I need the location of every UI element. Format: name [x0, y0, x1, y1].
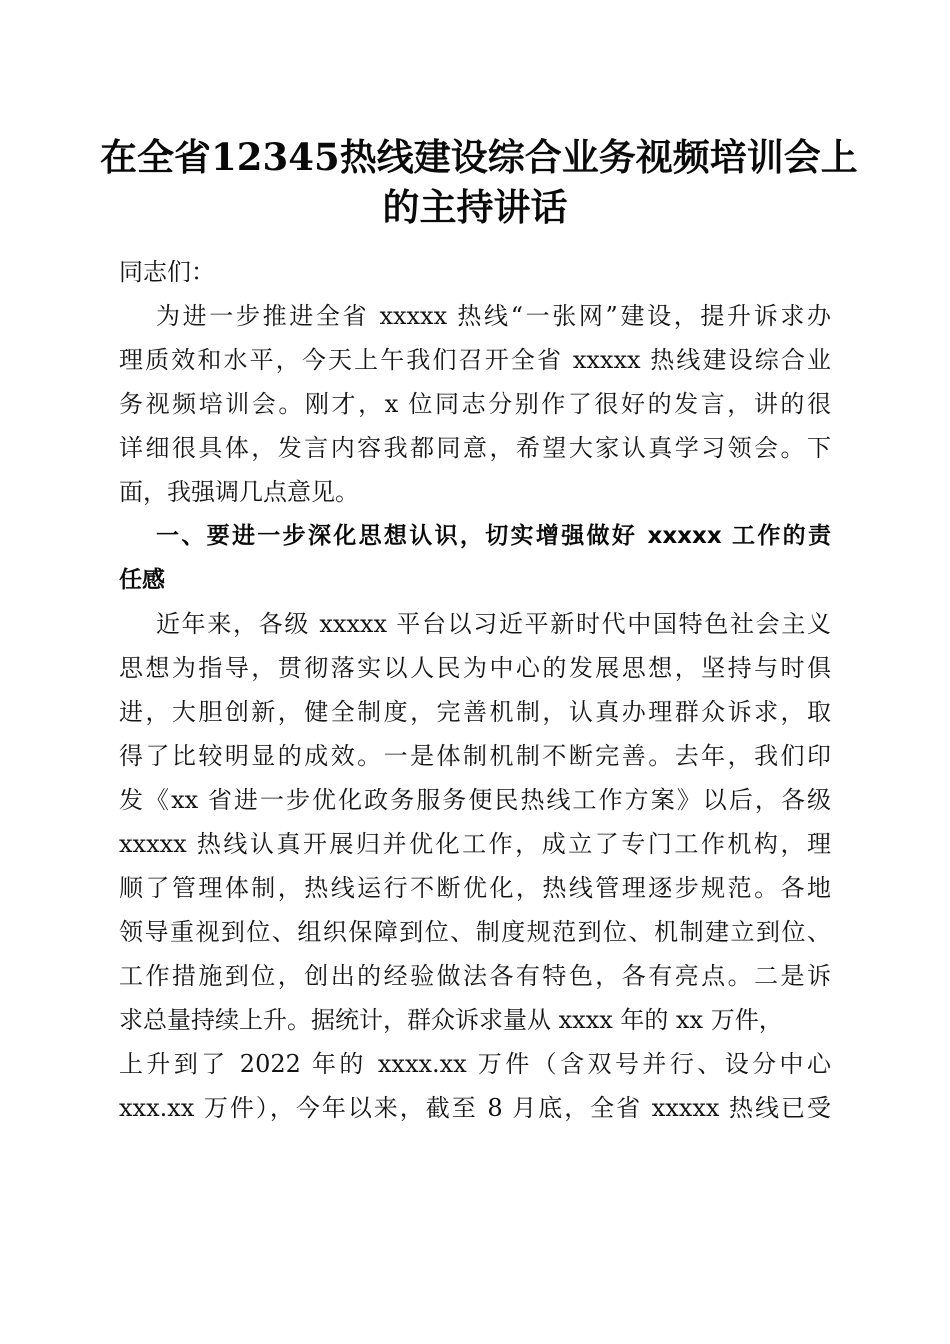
paragraph-line: xxx.xx 万件），今年以来，截至 8 月底，全省 xxxxx 热线已受: [119, 1094, 831, 1122]
paragraph-line: 工作措施到位，创出的经验做法各有特色，各有亮点。二是诉: [119, 962, 831, 990]
paragraph-intro: [119, 294, 831, 514]
paragraph-line: 理质效和水平，今天上午我们召开全省 xxxxx 热线建设综合业: [119, 346, 831, 374]
paragraph-line: 面，我强调几点意见。: [119, 478, 359, 506]
paragraph-achievements: [119, 602, 831, 1130]
paragraph-line: 发《xx 省进一步优化政务服务便民热线工作方案》以后，各级: [119, 786, 831, 814]
heading-line: 任感: [119, 567, 165, 593]
paragraph-line: 详细很具体，发言内容我都同意，希望大家认真学习领会。下: [119, 434, 831, 462]
section-heading-1: [119, 514, 831, 602]
paragraph-line: 进，大胆创新，健全制度，完善机制，认真办理群众诉求，取: [119, 698, 831, 726]
title-line-2: 的主持讲话: [382, 185, 568, 229]
salutation: 同志们：: [119, 258, 215, 286]
paragraph-line: 求总量持续上升。据统计，群众诉求量从 xxxx 年的 xx 万件，: [119, 1006, 783, 1034]
document-title: [100, 132, 858, 232]
paragraph-line: xxxxx 热线认真开展归并优化工作，成立了专门工作机构，理: [119, 830, 831, 858]
document-body: [119, 250, 831, 1130]
paragraph-line: 上升到了 2022 年的 xxxx.xx 万件（含双号并行、设分中心: [119, 1050, 831, 1078]
paragraph-line: 务视频培训会。刚才，x 位同志分别作了很好的发言，讲的很: [119, 390, 831, 418]
paragraph-line: 思想为指导，贯彻落实以人民为中心的发展思想，坚持与时俱: [119, 654, 831, 682]
paragraph-line: 领导重视到位、组织保障到位、制度规范到位、机制建立到位、: [119, 918, 831, 946]
paragraph-line: 顺了管理体制，热线运行不断优化，热线管理逐步规范。各地: [119, 874, 831, 902]
title-line-1: 在全省12345热线建设综合业务视频培训会上: [100, 135, 858, 179]
heading-line: 一、要进一步深化思想认识，切实增强做好 xxxxx 工作的责: [156, 523, 831, 549]
paragraph-line: 近年来，各级 xxxxx 平台以习近平新时代中国特色社会主义: [156, 610, 831, 638]
paragraph-line: 为进一步推进全省 xxxxx 热线“一张网”建设，提升诉求办: [156, 302, 831, 330]
paragraph-line: 得了比较明显的成效。一是体制机制不断完善。去年，我们印: [119, 742, 831, 770]
